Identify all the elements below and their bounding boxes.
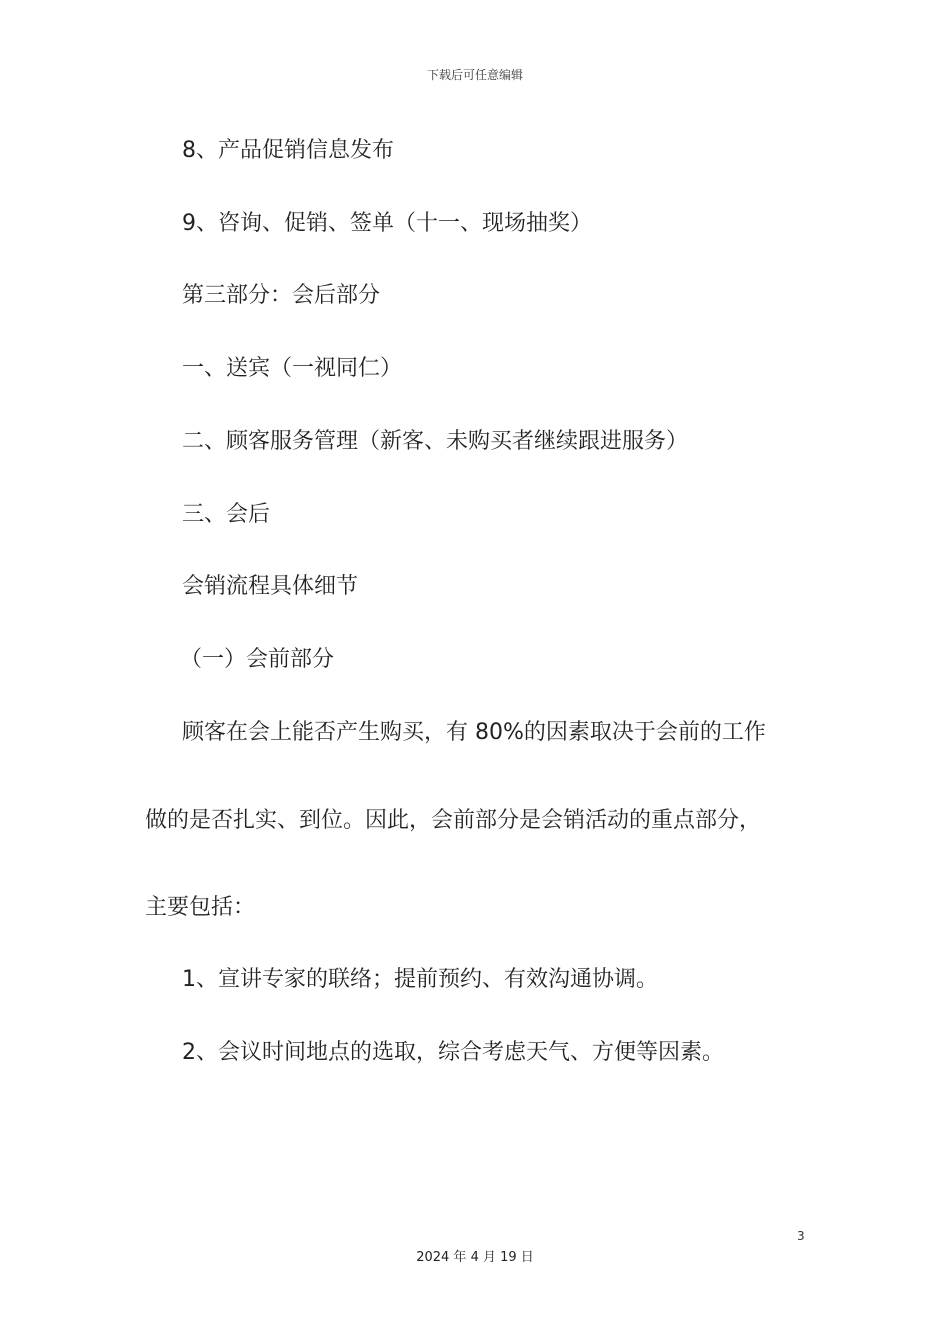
page-header: 下载后可任意编辑: [426, 68, 523, 82]
footer-date: 2024 年 4 月 19 日: [416, 1250, 534, 1265]
section-heading-details: 会销流程具体细节: [182, 574, 359, 599]
list-item-9: 9、咨询、促销、签单（十一、现场抽奖）: [182, 211, 592, 236]
section-heading-part-three: 第三部分：会后部分: [182, 283, 381, 308]
list-item-customer-service: 二、顾客服务管理（新客、未购买者继续跟进服务）: [182, 429, 689, 454]
list-item-after-meeting: 三、会后: [182, 502, 271, 527]
list-item-seeing-off: 一、送宾（一视同仁）: [182, 356, 403, 381]
paragraph-line-1: 顾客在会上能否产生购买，有 80%的因素取决于会前的工作: [182, 720, 766, 745]
subsection-heading-pre-meeting: （一）会前部分: [180, 647, 335, 672]
paragraph-line-2: 做的是否扎实、到位。因此，会前部分是会销活动的重点部分，: [145, 808, 762, 833]
list-item-2: 2、会议时间地点的选取，综合考虑天气、方便等因素。: [182, 1040, 724, 1065]
list-item-8: 8、产品促销信息发布: [182, 138, 394, 163]
paragraph-line-3: 主要包括：: [145, 895, 256, 920]
page-number: 3: [797, 1229, 805, 1243]
list-item-1: 1、宣讲专家的联络；提前预约、有效沟通协调。: [182, 967, 658, 992]
